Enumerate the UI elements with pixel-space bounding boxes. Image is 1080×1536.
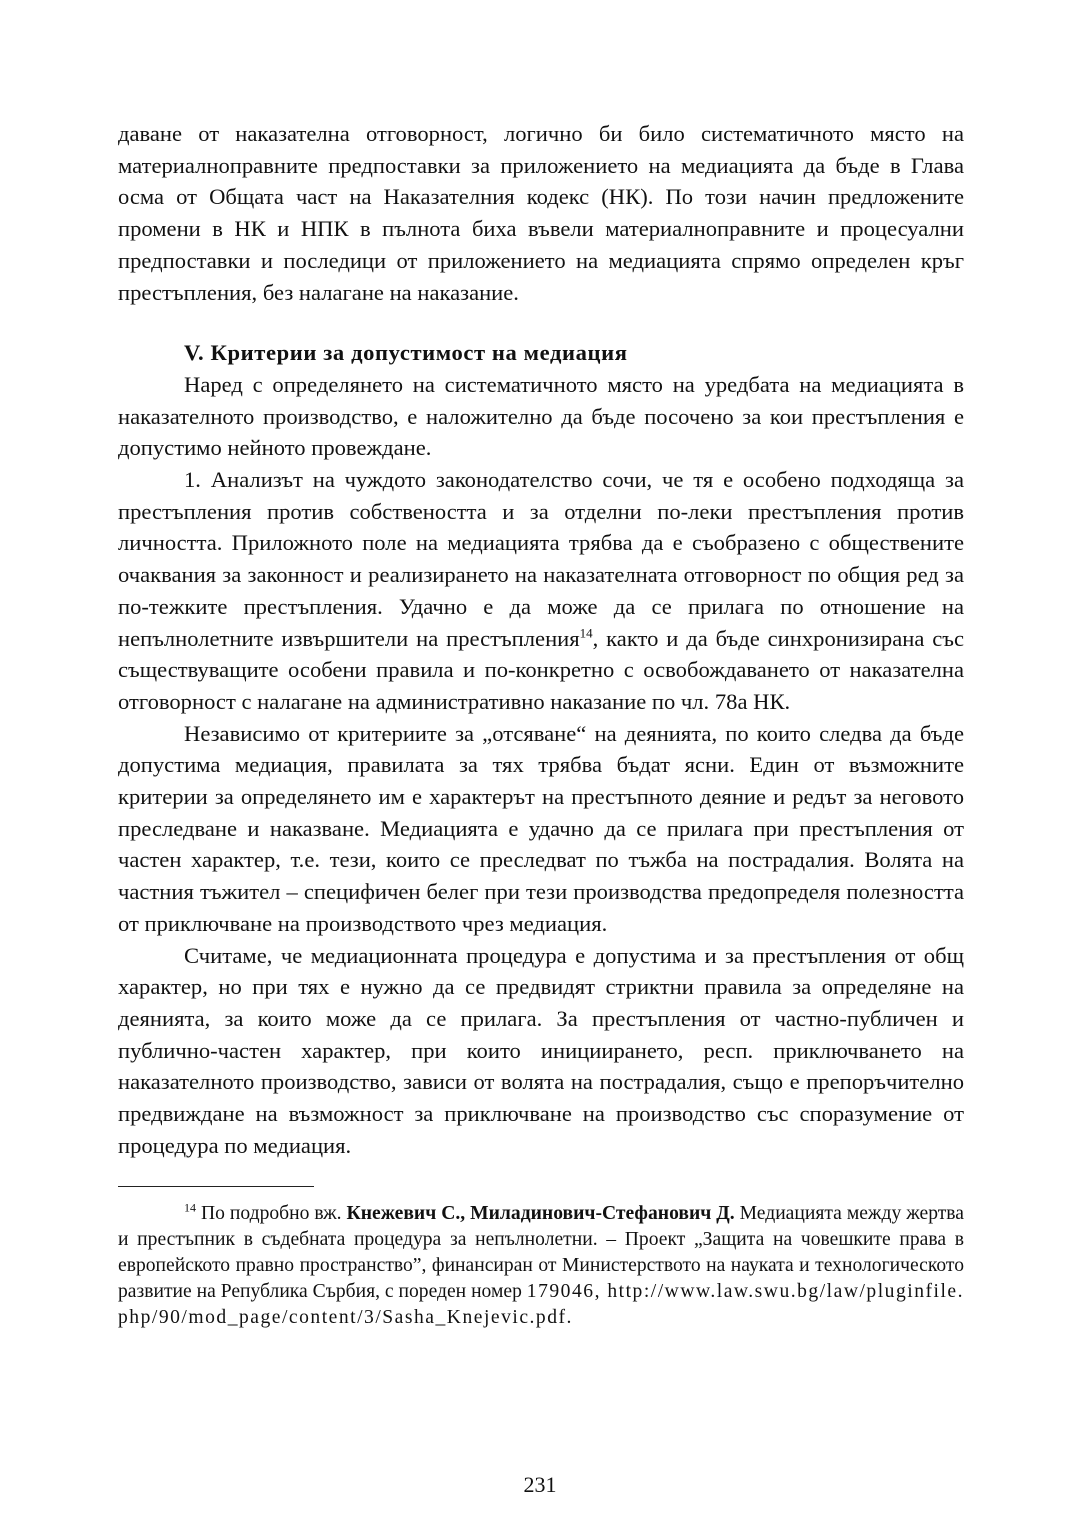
page-body bbox=[118, 118, 964, 1332]
footnote bbox=[118, 1201, 964, 1332]
paragraph-conclusion: Считаме, че медиационната процедура е допустима и за престъпления от общ характер, но при тях е нужно да се предвидят стриктни правила за определяне на деянията, за които може да се прилага. За престъпления от частно-публичен и публично-частен характер, при които инициирането, респ. приключването на наказателното производство, зависи от волята на пострадалия, също е препоръчително предвиждане на възможност за приключване на производство със споразумение от процедура по медиация. bbox=[118, 942, 964, 1158]
section-heading: V. Критерии за допустимост на медиация bbox=[184, 340, 628, 366]
footnote-text: Медиацията между жертва и престъпник в съдебната процедура за непълнолетни. – Проект „Защита на човешките права в европейското правно пространство”, финансиран от Министерството на науката и технологическото развитие на Република Сърбия, с пореден номер bbox=[118, 1202, 964, 1303]
footnote-number: 14 bbox=[184, 1199, 196, 1214]
paragraph-foreign-law-part1: 1. Анализът на чуждото законодателство сочи, че тя е особено подходяща за престъпления против собствеността и за отделни по-леки престъпления против личността. Приложното поле на медиацията трябва да е съобразено с обществените очаквания за законност и реализирането на наказателната отговорност по общия ред за по-тежките престъпления. Удачно е да може да се прилага по отношение на непълнолетните извършители на престъпления bbox=[118, 467, 964, 651]
paragraph-foreign-law-part2: , както и да бъде синхронизирана със съществуващите особени правила и по-конкретно с освобождаването от наказателна отговорност с налагане на административно наказание по чл. 78а НК. bbox=[118, 625, 964, 714]
footnote-url: 179046, http://www.law.swu.bg/law/pluginfile.php/90/mod_page/content/3/Sasha_Knejevic.pdf. bbox=[118, 1281, 964, 1329]
footnote-authors: Кнежевич С., Миладинович-Стефанович Д. bbox=[346, 1202, 735, 1224]
footnote-reference: 14 bbox=[579, 625, 593, 641]
paragraph-foreign-law bbox=[118, 464, 964, 718]
footnote-lead: По подробно вж. bbox=[196, 1202, 347, 1224]
paragraph-intro: даване от наказателна отговорност, логично би било систематичното място на материалноправните предпоставки за приложението на медиацията да бъде в Глава осма от Общата част на Наказателния кодекс (НК). По този начин предложените промени в НК и НПК в пълнота биха въвели материалноправните и процесуални предпоставки и последици от приложението на медиацията спрямо определен кръг престъпления, без налагане на наказание. bbox=[118, 121, 964, 305]
page-number: 231 bbox=[523, 1472, 557, 1497]
paragraph-criteria: Независимо от критериите за „отсяване“ на деянията, по които следва да бъде допустима медиация, правилата за тях трябва бъдат ясни. Един от възможните критерии за определянето им е характерът на престъпното деяние и редът за неговото преследване и наказване. Медиацията е удачно да се прилага при престъпления от частен характер, т.е. тези, които се преследват по тъжба на пострадалия. Волята на частния тъжител – специфичен белег при тези производства предопределя полезността от приключване на производството чрез медиация. bbox=[118, 720, 964, 936]
footnote-divider bbox=[118, 1186, 314, 1187]
paragraph-placement: Наред с определянето на систематичното място на уредбата на медиацията в наказателното производство, е наложително да бъде посочено за кои престъпления е допустимо нейното провеждане. bbox=[118, 371, 964, 461]
